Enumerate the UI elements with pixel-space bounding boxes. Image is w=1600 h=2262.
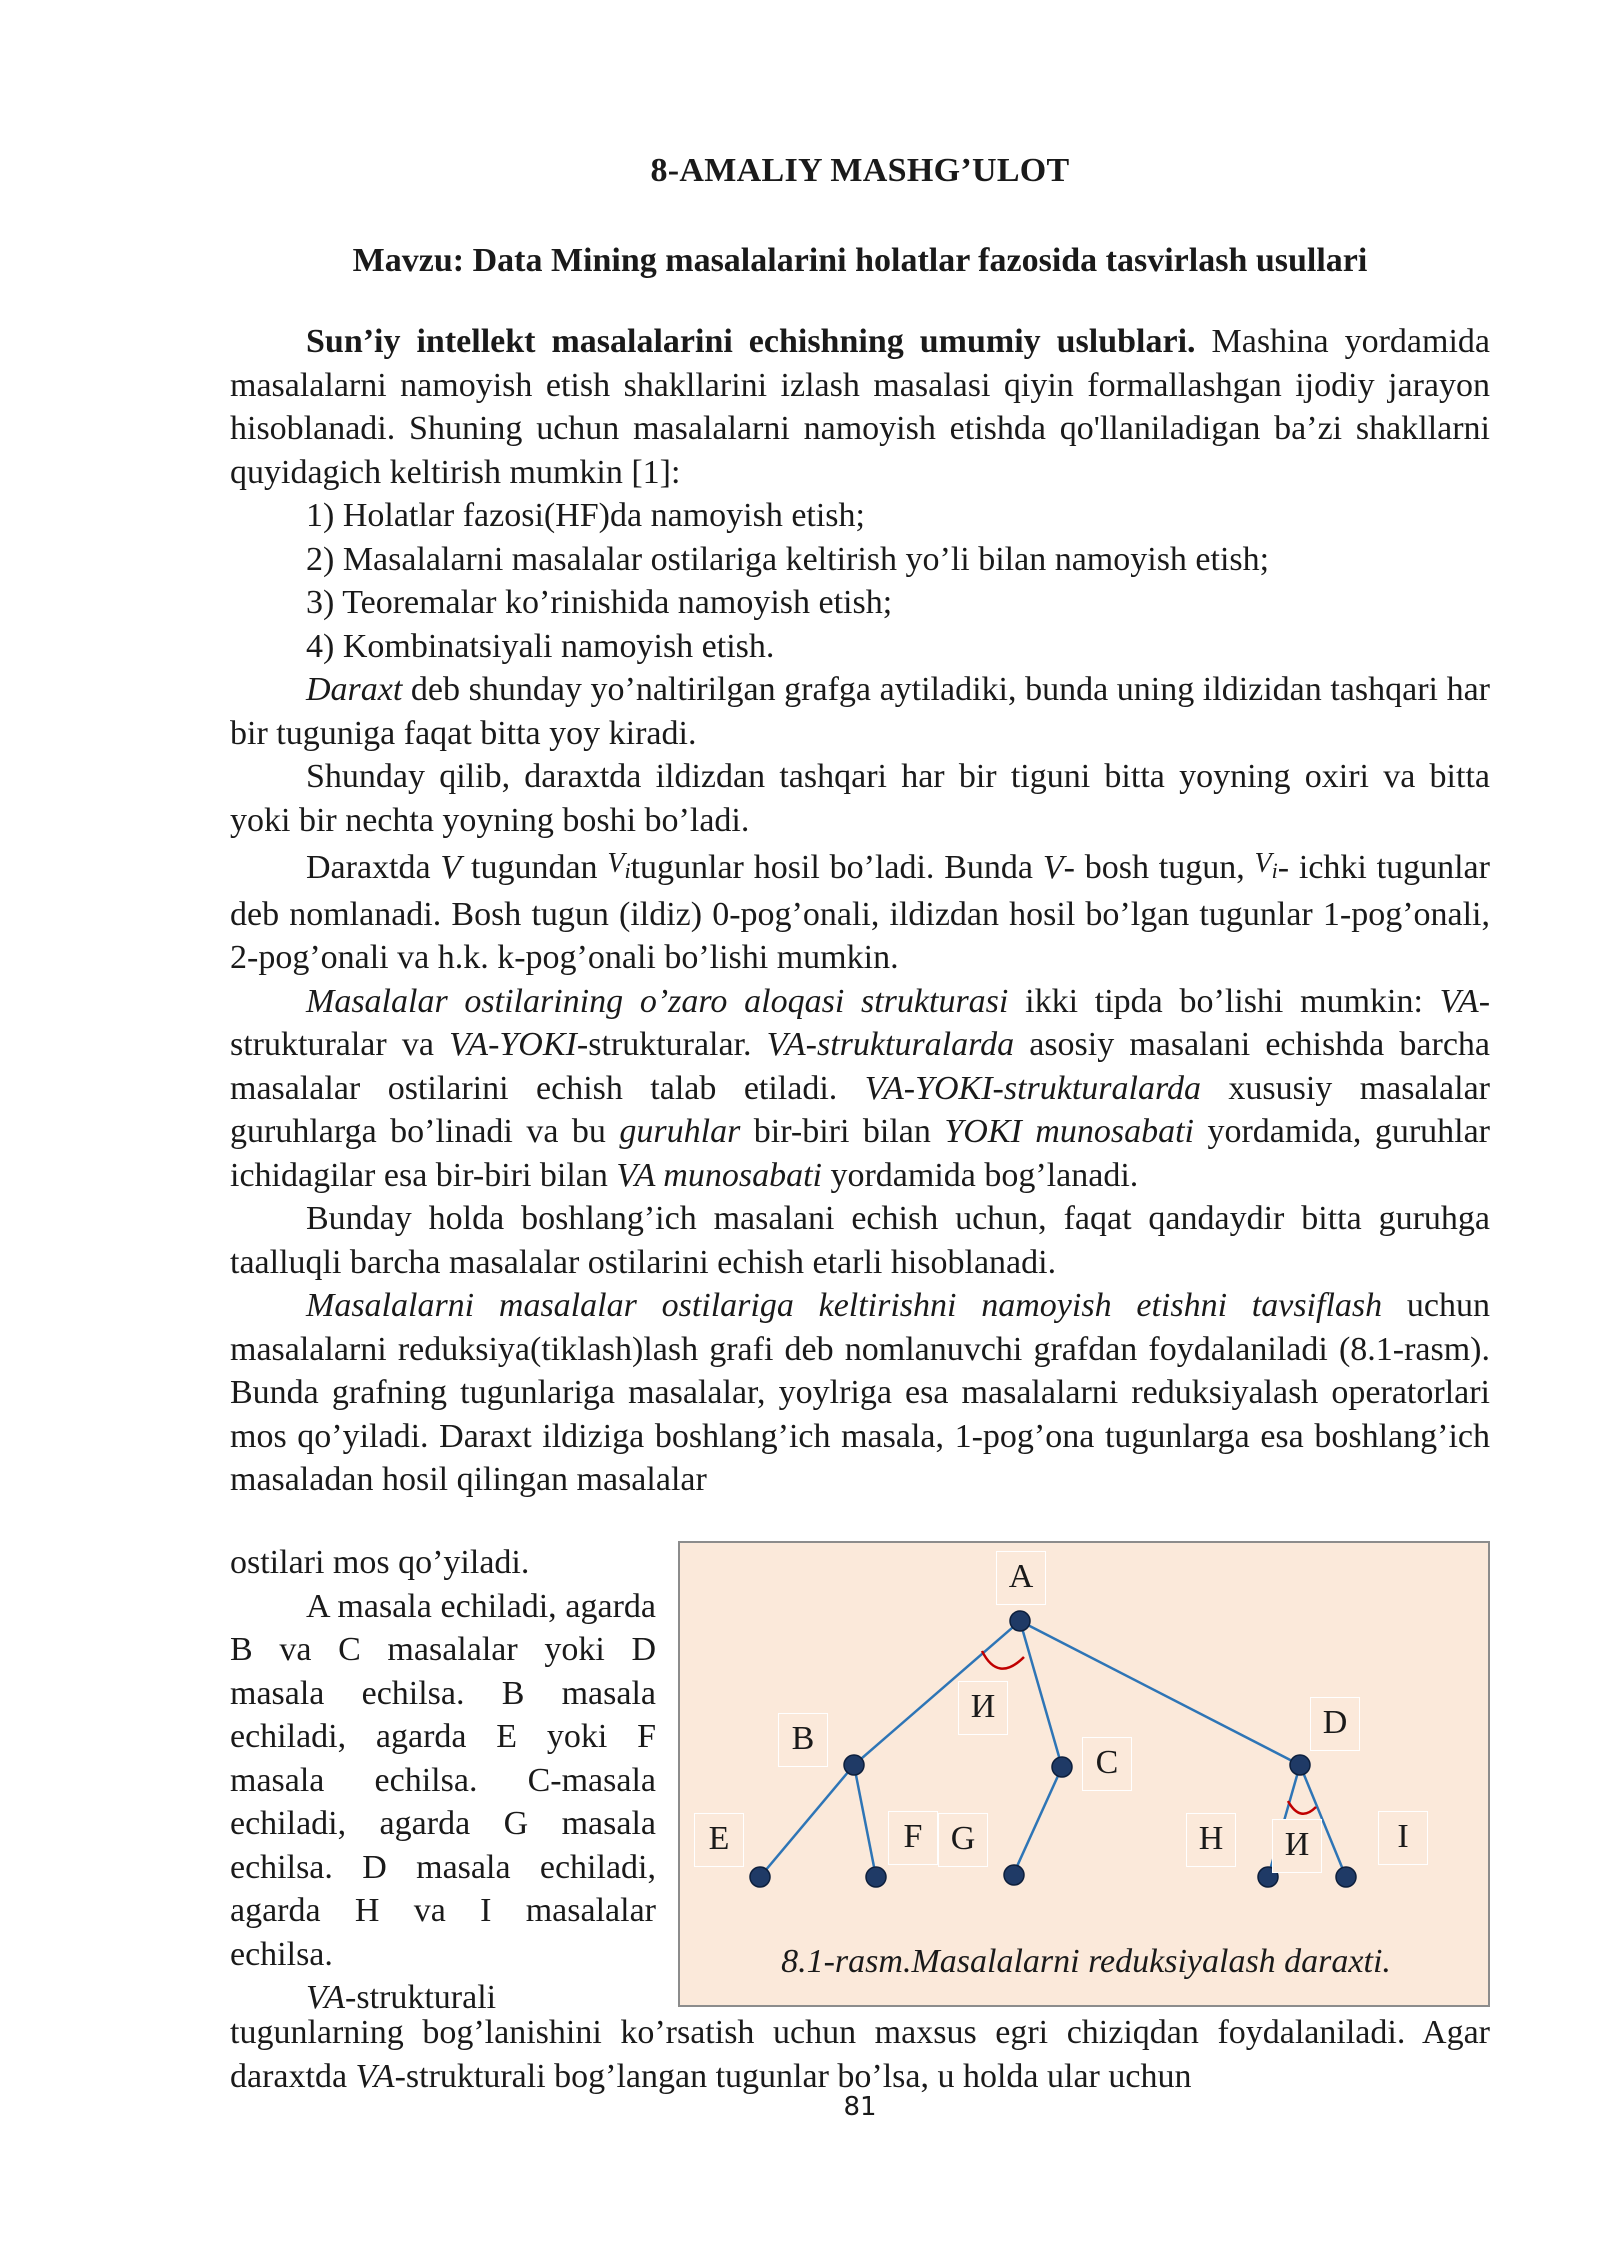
tail-text — [230, 2011, 1490, 2098]
paragraph-tree-nodes: Shunday qilib, daraxtda ildizdan tashqari har bir tiguni bitta yoyning oxiri va bitta yoki bir nechta yoyning boshi bo’ladi. — [230, 758, 1490, 839]
node-f — [866, 1867, 886, 1887]
node-label-e: E — [694, 1813, 744, 1867]
text: tugunlar hosil bo’ladi. Bunda — [630, 849, 1043, 886]
edge-c-g — [1014, 1767, 1062, 1873]
node-d — [1290, 1755, 1310, 1775]
node-c — [1052, 1757, 1072, 1777]
node-label-f: F — [888, 1811, 938, 1865]
paragraph-intro — [230, 320, 1490, 494]
node-a — [1010, 1611, 1030, 1631]
node-b — [844, 1755, 864, 1775]
edge-b-f — [854, 1765, 876, 1877]
paragraph-reduction: Masalalarni masalalar ostilariga keltirishni namoyish etishni tavsiflash uchun masalalarni reduksiya(tiklash)lash grafi deb nomlanuvchi grafdan foydalaniladi (8.1-rasm). Bunda grafning tugunlariga masalalar, yoylriga esa masalalarni reduksiyalash operatorlari mos qo’yiladi. Daraxt ildiziga boshlang’ich masala, 1-pog’ona tugunlarga esa boshlang’ich masaladan hosil qilingan masalalar — [230, 1287, 1491, 1498]
node-label-h: H — [1186, 1813, 1236, 1867]
node-label-i: I — [1378, 1811, 1428, 1865]
page-title: 8-AMALIY MASHG’ULOT — [650, 152, 1070, 189]
topic-heading: Mavzu: Data Mining masalalarini holatlar fazosida tasvirlash usullari — [352, 242, 1368, 279]
edge-a-d — [1020, 1621, 1300, 1765]
paragraph-group: Bunday holda boshlang’ich masalani echish uchun, faqat qandaydir bitta guruhga taalluqli barcha masalalar ostilarini echish etarli hisoblanadi. — [230, 1200, 1490, 1281]
list-item: 1) Holatlar fazosi(HF)da namoyish etish; — [306, 497, 865, 534]
node-label-g: G — [938, 1813, 988, 1867]
intro-bold: Sun’iy intellekt masalalarini echishning umumiy uslublari. — [306, 323, 1196, 360]
side-line: ostilari mos qo’yiladi. — [230, 1544, 530, 1581]
text: - ichki tugunlar deb nomlanadi. Bosh tugun (ildiz) 0-pog’onali, ildizdan hosil bo’lgan tugunlar 1-pog’onali, 2-pog’onali va h.k. k-pog’onali bo’lishi mumkin. — [230, 849, 1490, 976]
figure-box — [678, 1541, 1490, 2007]
var-v: V — [440, 849, 462, 886]
paragraph-tree-def — [230, 668, 1490, 755]
node-label-d: D — [1310, 1697, 1360, 1751]
term-daraxt: Daraxt — [306, 671, 403, 708]
edge-a-c — [1020, 1621, 1062, 1767]
edge-b-e — [760, 1765, 854, 1877]
node-g — [1004, 1865, 1024, 1885]
side-paragraph: A masala echiladi, agarda B va C masalalar yoki D masala echilsa. B masala echiladi, agarda E yoki F masala echilsa. C-masala echiladi, agarda G masala echilsa. D masala echiladi, agarda H va I masalalar echilsa. — [230, 1587, 656, 1973]
figure-caption: 8.1-rasm.Masalalarni reduksiyalash daraxti. — [781, 1943, 1391, 1980]
var-vi: $V_i$ — [607, 848, 631, 883]
and-arc-1 — [982, 1651, 1024, 1669]
intro-text: Mashina yordamida masalalarni namoyish etish shakllarini izlash masalasi qiyin formallashgan ijodiy jarayon hisoblanadi. Shuning uchun masalalarni namoyish etishda qo'llaniladigan ba’zi shakllarni quyidagich keltirish mumkin [1]: — [230, 323, 1490, 491]
list-item: 2) Masalalarni masalalar ostilariga keltirish yo’li bilan namoyish etish; — [306, 540, 1270, 578]
var-v: V — [1042, 849, 1064, 886]
node-e — [750, 1867, 770, 1887]
list-item: 3) Teoremalar ko’rinishida namoyish etish; — [306, 584, 893, 621]
figure-reduction-tree — [678, 1541, 1490, 2007]
page-number: 81 — [843, 2092, 877, 2122]
and-label-1: И — [958, 1681, 1008, 1735]
tail-paragraph: tugunlarning bog’lanishini ko’rsatish uchun maxsus egri chiziqdan foydalaniladi. Agar daraxtda VA-strukturali bog’langan tugunlar bo’lsa, u holda ular uchun — [230, 2014, 1490, 2095]
var-vi: $V_i$ — [1254, 848, 1278, 883]
node-label-a: A — [996, 1551, 1046, 1605]
text: - bosh tugun, — [1063, 849, 1255, 886]
text: Daraxtda — [306, 849, 441, 886]
body-text — [230, 320, 1490, 1502]
list-item: 4) Kombinatsiyali namoyish etish. — [306, 627, 775, 665]
node-i — [1336, 1867, 1356, 1887]
and-label-2: И — [1272, 1819, 1322, 1873]
node-label-b: B — [778, 1713, 828, 1767]
node-label-c: C — [1082, 1737, 1132, 1791]
tree-def-text: deb shunday yo’naltirilgan grafga aytiladiki, bunda uning ildizidan tashqari har bir tuguniga faqat bitta yoy kiradi. — [230, 671, 1490, 752]
text: tugundan — [461, 849, 608, 886]
side-text — [230, 1541, 656, 2020]
and-arc-2 — [1288, 1801, 1316, 1814]
paragraph-levels — [230, 842, 1490, 980]
side-va: VA-strukturali — [306, 1979, 497, 2016]
paragraph-structures: Masalalar ostilarining o’zaro aloqasi strukturasi ikki tipda bo’lishi mumkin: VA-strukturalar va VA-YOKI-strukturalar. VA-strukturalarda asosiy masalani echishda barcha masalalar ostilarini echish talab etiladi. VA-YOKI-strukturalarda xususiy masalalar guruhlarga bo’linadi va bu guruhlar bir-biri bilan YOKI munosabati yordamida, guruhlar ichidagilar esa bir-biri bilan VA munosabati yordamida bog’lanadi. — [230, 982, 1491, 1194]
